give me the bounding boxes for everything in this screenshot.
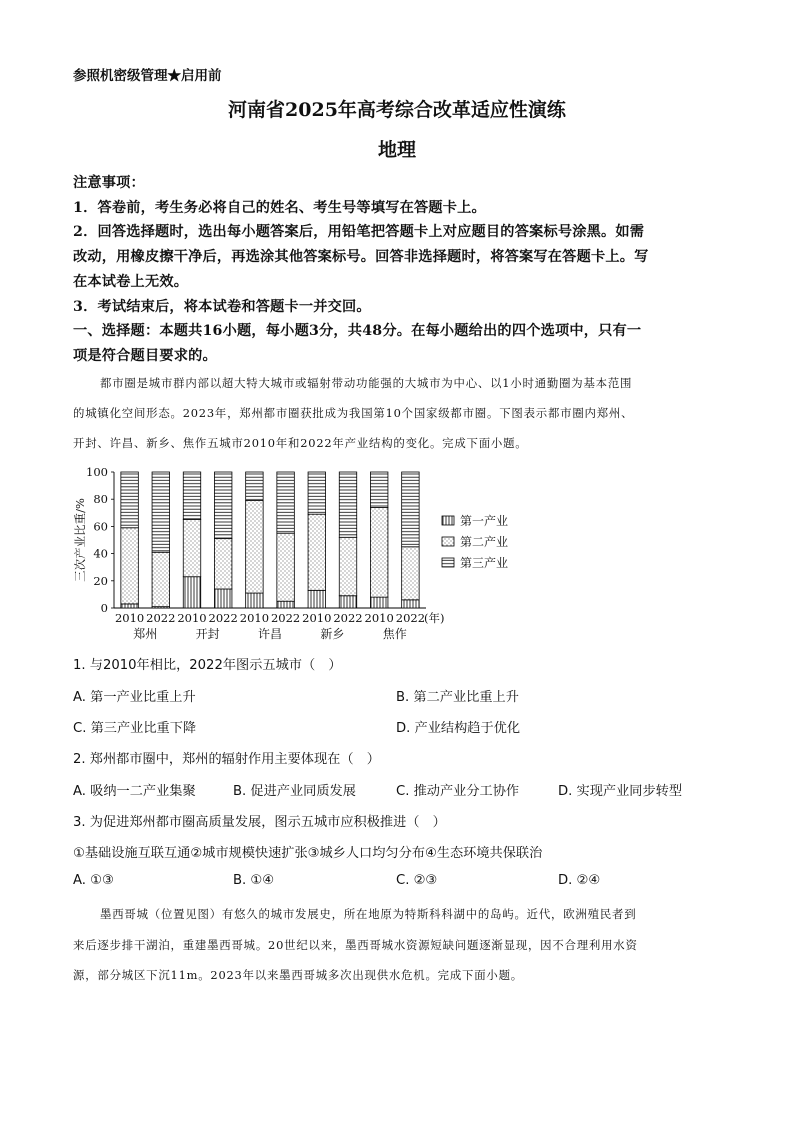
legend-label: 第二产业 <box>460 535 509 549</box>
q2-option-c[interactable]: C. 推动产业分工协作 <box>396 784 520 799</box>
city-group-label: 开封 <box>195 627 220 641</box>
passage-line: 来后逐步排干湖泊，重建墨西哥城。20世纪以来，墨西哥城水资源短缺问题逐渐显现，因不合理利用水资 <box>73 938 638 952</box>
bar-segment <box>370 507 387 597</box>
bar-segment <box>152 552 169 606</box>
question-3-stem: 3. 为促进郑州都市圈高质量发展，图示五城市应积极推进（ ） <box>73 815 446 830</box>
y-tick-label: 100 <box>86 465 108 479</box>
x-tick-label: 2022 <box>333 611 363 625</box>
bar-segment <box>214 472 231 539</box>
bar-segment <box>121 528 138 604</box>
bar-segment <box>121 472 138 528</box>
note-line: 3．考试结束后，将本试卷和答题卡一并交回。 <box>73 299 371 315</box>
bar-segment <box>339 596 356 608</box>
bar-segment <box>214 539 231 589</box>
bar-segment <box>308 514 325 590</box>
bar-segment <box>121 604 138 608</box>
confidential-label: 参照机密级管理★启用前 <box>73 68 222 84</box>
x-tick-label: 2010 <box>239 611 270 625</box>
q3-option-a[interactable]: A. ①③ <box>73 873 114 888</box>
bar-segment <box>277 601 294 608</box>
bar-segment <box>370 472 387 507</box>
bar-segment <box>339 472 356 537</box>
bar-segment <box>402 547 419 600</box>
question-2-stem: 2. 郑州都市圈中，郑州的辐射作用主要体现在（ ） <box>73 752 380 767</box>
y-tick-label: 40 <box>93 546 108 561</box>
note-line: 1．答卷前，考生务必将自己的姓名、考生号等填写在答题卡上。 <box>73 200 486 216</box>
x-tick-label: 2022 <box>208 611 238 625</box>
x-tick-label: 2022 <box>146 611 176 625</box>
y-tick-label: 80 <box>93 492 108 507</box>
passage-line: 源，部分城区下沉11m。2023年以来墨西哥城多次出现供水危机。完成下面小题。 <box>73 968 523 982</box>
x-tick-label: 2010 <box>302 611 332 625</box>
y-axis-label: 三次产业比重/% <box>73 498 87 582</box>
bar-segment <box>277 472 294 533</box>
city-group-label: 许昌 <box>257 627 283 641</box>
city-group-label: 郑州 <box>133 627 158 641</box>
bar-segment <box>183 577 200 608</box>
q3-option-d[interactable]: D. ②④ <box>558 873 601 888</box>
bar-segment <box>183 472 200 520</box>
note-line: 改动，用橡皮擦干净后，再选涂其他答案标号。回答非选择题时，将答案写在答题卡上。写 <box>73 249 649 265</box>
bar-segment <box>402 472 419 547</box>
legend-label: 第一产业 <box>460 514 509 528</box>
q1-option-d[interactable]: D. 产业结构趋于优化 <box>396 721 521 736</box>
passage-line: 开封、许昌、新乡、焦作五城市2010年和2022年产业结构的变化。完成下面小题。 <box>73 436 528 450</box>
bar-segment <box>308 590 325 608</box>
x-tick-label: 2010 <box>114 611 145 625</box>
legend-swatch <box>442 537 454 546</box>
bar-segment <box>339 537 356 595</box>
section-heading: 项是符合题目要求的。 <box>73 348 217 364</box>
section-heading: 一、选择题：本题共16小题，每小题3分，共48分。在每小题给出的四个选项中，只有一 <box>73 323 642 339</box>
legend-swatch <box>442 516 454 525</box>
subject-title: 地理 <box>377 139 416 161</box>
passage-line: 墨西哥城（位置见图）有悠久的城市发展史，所在地原为特斯科科湖中的岛屿。近代，欧洲殖民者到 <box>100 907 637 921</box>
bar-segment <box>246 501 263 593</box>
passage-line: 的城镇化空间形态。2023年，郑州都市圈获批成为我国第10个国家级都市圈。下图表示都市圈内郑州、 <box>73 406 634 420</box>
bar-segment <box>277 533 294 601</box>
x-unit-label: (年) <box>424 611 445 625</box>
bar-segment <box>308 472 325 514</box>
q1-option-b[interactable]: B. 第二产业比重上升 <box>396 690 519 705</box>
y-tick-label: 60 <box>93 519 108 534</box>
notes-heading: 注意事项： <box>73 175 145 191</box>
x-tick-label: 2022 <box>395 611 426 625</box>
x-tick-label: 2022 <box>270 611 301 625</box>
legend-label: 第三产业 <box>460 556 509 570</box>
note-line: 在本试卷上无效。 <box>73 274 189 290</box>
q2-option-a[interactable]: A. 吸纳一二产业集聚 <box>73 784 196 799</box>
q2-option-b[interactable]: B. 促进产业同质发展 <box>233 784 356 799</box>
note-line: 2．回答选择题时，选出每小题答案后，用铅笔把答题卡上对应题目的答案标号涂黑。如需 <box>73 224 645 240</box>
question-1-stem: 1. 与2010年相比，2022年图示五城市（ ） <box>73 658 342 673</box>
q1-option-a[interactable]: A. 第一产业比重上升 <box>73 690 196 705</box>
bar-segment <box>214 589 231 608</box>
x-tick-label: 2010 <box>177 611 207 625</box>
x-tick-label: 2010 <box>364 611 394 625</box>
q3-option-c[interactable]: C. ②③ <box>396 873 438 888</box>
bar-segment <box>183 520 200 577</box>
q1-option-c[interactable]: C. 第三产业比重下降 <box>73 721 197 736</box>
q2-option-d[interactable]: D. 实现产业同步转型 <box>558 784 683 799</box>
y-tick-label: 20 <box>93 573 108 588</box>
y-tick-label: 0 <box>100 601 108 615</box>
city-group-label: 焦作 <box>382 627 407 641</box>
industry-structure-chart <box>70 460 530 645</box>
bar-segment <box>246 593 263 608</box>
bar-segment <box>152 472 169 552</box>
bar-segment <box>246 472 263 501</box>
passage-line: 都市圈是城市群内部以超大特大城市或辐射带动功能强的大城市为中心、以1小时通勤圈为基本范围 <box>100 376 633 390</box>
legend-swatch <box>442 558 454 567</box>
city-group-label: 新乡 <box>320 627 345 641</box>
question-3-items: ①基础设施互联互通②城市规模快速扩张③城乡人口均匀分布④生态环境共保联治 <box>73 846 543 861</box>
bar-segment <box>370 597 387 608</box>
bar-segment <box>402 600 419 608</box>
q3-option-b[interactable]: B. ①④ <box>233 873 275 888</box>
exam-title: 河南省2025年高考综合改革适应性演练 <box>228 99 566 121</box>
